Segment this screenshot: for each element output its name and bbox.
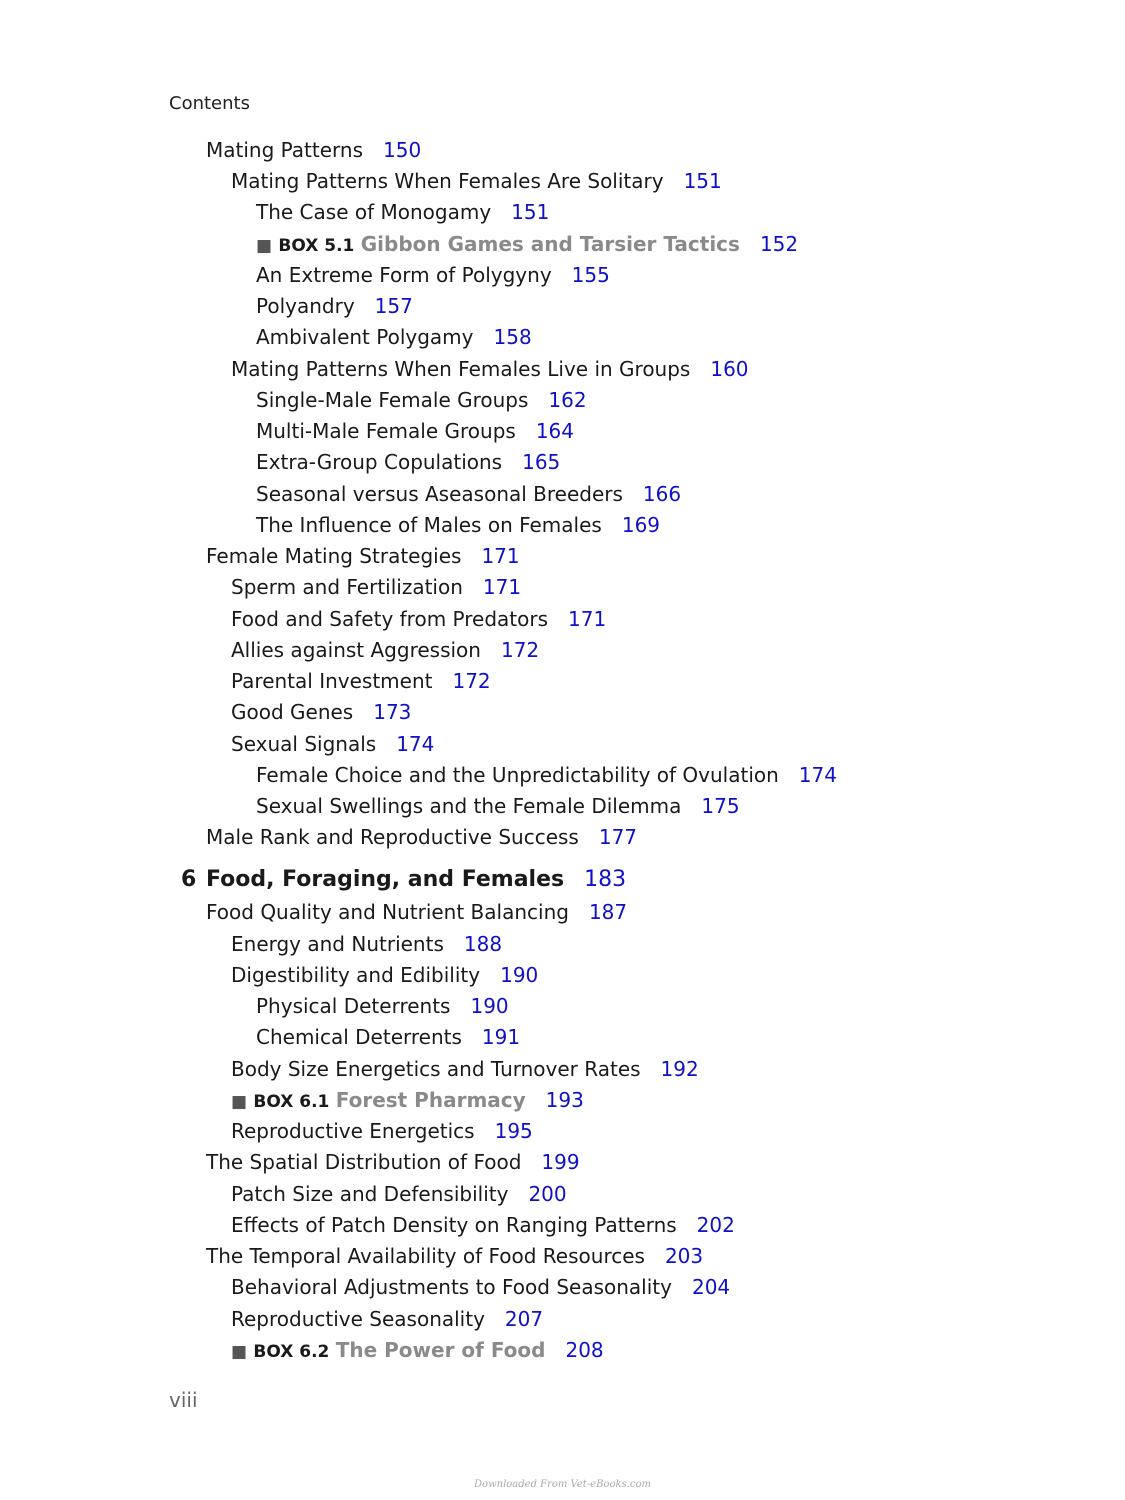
entry-title: Polyandry	[256, 294, 355, 318]
entry-title: Female Choice and the Unpredictability of Ovulation	[256, 763, 779, 787]
toc-entry[interactable]	[231, 169, 722, 193]
toc-entry[interactable]	[206, 825, 637, 849]
entry-title: Ambivalent Polygamy	[256, 325, 474, 349]
toc-entry[interactable]	[256, 388, 587, 412]
page-number[interactable]: 195	[494, 1119, 533, 1143]
entry-title: Food Quality and Nutrient Balancing	[206, 900, 569, 924]
page-number[interactable]: 187	[588, 900, 628, 924]
box-label: BOX 6.1	[253, 1092, 330, 1112]
entry-title: Body Size Energetics and Turnover Rates	[231, 1057, 641, 1081]
toc-entry[interactable]	[231, 575, 521, 599]
entry-title: Mating Patterns	[206, 138, 364, 162]
entry-title: Mating Patterns When Females Are Solitary	[231, 169, 664, 193]
entry-title: Physical Deterrents	[256, 994, 451, 1018]
toc-entry[interactable]	[256, 794, 740, 818]
toc-entry[interactable]	[231, 607, 606, 631]
page-number[interactable]: 172	[452, 669, 491, 693]
page-number[interactable]: 162	[548, 388, 587, 412]
page-number[interactable]: 160	[710, 357, 749, 381]
box-bullet-icon: ■	[256, 236, 273, 256]
toc-entry[interactable]	[256, 419, 574, 443]
entry-title: Male Rank and Reproductive Success	[206, 825, 579, 849]
page-number[interactable]: 183	[584, 867, 627, 892]
entry-title: Effects of Patch Density on Ranging Patterns	[231, 1213, 677, 1237]
entry-title: An Extreme Form of Polygyny	[256, 263, 552, 287]
page-number[interactable]: 200	[528, 1182, 567, 1206]
toc-entry[interactable]	[256, 513, 660, 537]
entry-title: The Spatial Distribution of Food	[206, 1150, 522, 1174]
toc-entry[interactable]	[231, 1275, 730, 1299]
toc-entry[interactable]	[231, 1182, 567, 1206]
toc-entry[interactable]	[206, 900, 627, 924]
entry-title: Patch Size and Defensibility	[231, 1182, 509, 1206]
toc-entry[interactable]	[206, 544, 520, 568]
toc-entry[interactable]	[231, 1213, 735, 1237]
page-number[interactable]: 164	[535, 419, 575, 443]
page-number[interactable]: 171	[568, 607, 607, 631]
page-number[interactable]: 208	[565, 1338, 604, 1362]
entry-title: Behavioral Adjustments to Food Seasonality	[231, 1275, 672, 1299]
entry-title: Mating Patterns When Females Live in Groups	[231, 357, 691, 381]
entry-title: Single-Male Female Groups	[256, 388, 529, 412]
entry-title: Digestibility and Edibility	[231, 963, 481, 987]
toc-box-entry[interactable]	[231, 1088, 584, 1114]
page-number[interactable]: 190	[470, 994, 509, 1018]
page-number[interactable]: 174	[798, 763, 837, 787]
entry-title: Sperm and Fertilization	[231, 575, 463, 599]
page-number[interactable]: 199	[541, 1150, 580, 1174]
entry-title: Parental Investment	[231, 669, 433, 693]
toc-entry[interactable]	[231, 638, 539, 662]
entry-title: Food and Safety from Predators	[231, 607, 549, 631]
chapter-number: 6	[181, 867, 197, 892]
page-number[interactable]: 150	[383, 138, 422, 162]
entry-title: Sexual Swellings and the Female Dilemma	[256, 794, 682, 818]
page-number[interactable]: 151	[683, 169, 722, 193]
box-label: BOX 5.1	[278, 236, 355, 256]
page-number[interactable]: 166	[642, 482, 682, 506]
page-number[interactable]: 193	[545, 1088, 584, 1112]
box-bullet-icon: ■	[231, 1092, 248, 1112]
toc-entry[interactable]	[256, 200, 549, 224]
toc-entry[interactable]	[256, 994, 509, 1018]
toc-entry[interactable]	[256, 325, 532, 349]
entry-title: Multi-Male Female Groups	[256, 419, 516, 443]
toc-entry[interactable]	[231, 1057, 699, 1081]
page-number[interactable]: 207	[504, 1307, 544, 1331]
page-number[interactable]: 188	[463, 932, 503, 956]
entry-title: Energy and Nutrients	[231, 932, 444, 956]
page-number[interactable]: 177	[598, 825, 638, 849]
entry-title: Reproductive Energetics	[231, 1119, 475, 1143]
entry-title: Good Genes	[231, 700, 354, 724]
page-number[interactable]: 171	[482, 575, 522, 599]
page-number[interactable]: 158	[493, 325, 532, 349]
page-number[interactable]: 165	[522, 450, 561, 474]
toc-entry[interactable]	[231, 700, 411, 724]
page-number[interactable]: 192	[660, 1057, 699, 1081]
entry-title: Sexual Signals	[231, 732, 377, 756]
toc-entry[interactable]	[231, 1307, 543, 1331]
toc-entry[interactable]	[231, 669, 491, 693]
toc-entry[interactable]	[256, 482, 681, 506]
entry-title: The Case of Monogamy	[256, 200, 492, 224]
page-number[interactable]: 169	[621, 513, 661, 537]
entry-title: Chemical Deterrents	[256, 1025, 462, 1049]
page-number[interactable]: 172	[500, 638, 540, 662]
entry-title: The Temporal Availability of Food Resources	[206, 1244, 645, 1268]
toc-entry[interactable]	[231, 732, 434, 756]
entry-title: Allies against Aggression	[231, 638, 481, 662]
toc-entry[interactable]	[206, 1150, 580, 1174]
entry-title: Reproductive Seasonality	[231, 1307, 485, 1331]
chapter-title: Food, Foraging, and Females	[206, 867, 565, 892]
entry-title: Seasonal versus Aseasonal Breeders	[256, 482, 623, 506]
toc-entry[interactable]	[206, 1244, 703, 1268]
toc-entry[interactable]	[256, 263, 610, 287]
toc-entry[interactable]	[206, 138, 421, 162]
page-number[interactable]: 174	[396, 732, 435, 756]
page-number[interactable]: 202	[696, 1213, 735, 1237]
page-number[interactable]: 155	[571, 263, 610, 287]
toc-entry[interactable]	[256, 294, 413, 318]
page-number[interactable]: 191	[481, 1025, 521, 1049]
page-number[interactable]: 190	[500, 963, 539, 987]
page-folio: viii	[169, 1388, 198, 1412]
running-head: Contents	[169, 93, 250, 114]
entry-title: Female Mating Strategies	[206, 544, 462, 568]
toc-chapter-entry[interactable]	[181, 868, 626, 892]
toc-entry[interactable]	[231, 932, 502, 956]
page-number[interactable]: 204	[691, 1275, 731, 1299]
box-title: The Power of Food	[335, 1338, 546, 1362]
box-title: Forest Pharmacy	[335, 1088, 526, 1112]
toc-entry[interactable]	[256, 763, 837, 787]
page-number[interactable]: 175	[701, 794, 740, 818]
page-number[interactable]: 173	[373, 700, 412, 724]
toc-entry[interactable]	[231, 357, 749, 381]
page-number[interactable]: 151	[511, 200, 550, 224]
toc-entry[interactable]	[256, 450, 560, 474]
page-number[interactable]: 171	[481, 544, 520, 568]
box-label: BOX 6.2	[253, 1342, 330, 1362]
page-number[interactable]: 203	[664, 1244, 704, 1268]
toc-box-entry[interactable]	[256, 232, 798, 258]
toc-entry[interactable]	[231, 963, 538, 987]
box-bullet-icon: ■	[231, 1342, 248, 1362]
page-number[interactable]: 152	[759, 232, 799, 256]
box-title: Gibbon Games and Tarsier Tactics	[360, 232, 740, 256]
entry-title: The Influence of Males on Females	[256, 513, 602, 537]
entry-title: Extra-Group Copulations	[256, 450, 503, 474]
toc-entry[interactable]	[231, 1119, 533, 1143]
footer-watermark: Downloaded From Vet-eBooks.com	[474, 1479, 651, 1490]
page-number[interactable]: 157	[374, 294, 413, 318]
toc-box-entry[interactable]	[231, 1338, 604, 1364]
toc-entry[interactable]	[256, 1025, 520, 1049]
